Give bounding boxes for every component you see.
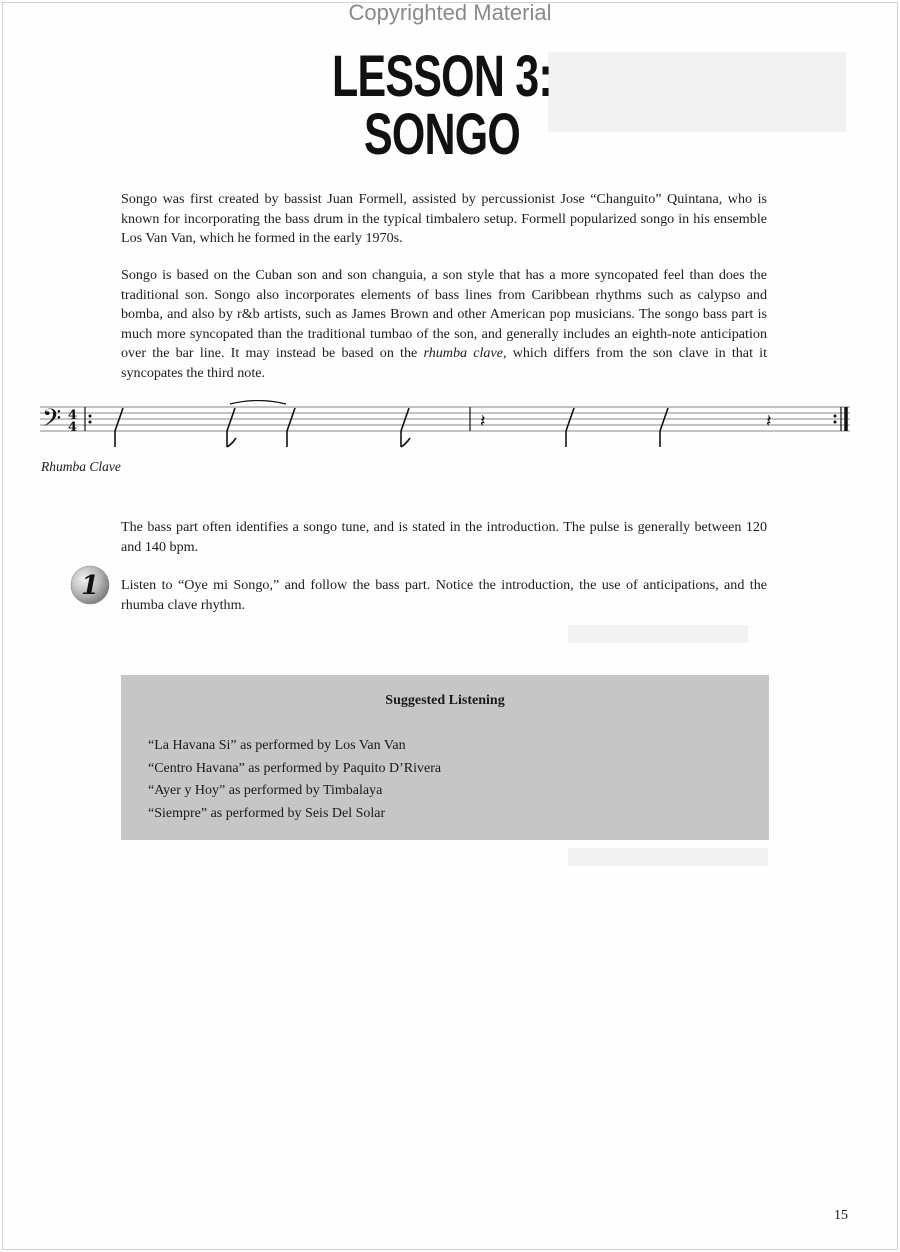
eighth-flag <box>227 438 236 447</box>
tie-arc <box>230 401 286 405</box>
songo-description-paragraph <box>121 266 767 383</box>
bass-part-paragraph: The bass part often identifies a songo tune, and is stated in the introduction. The pulse is generally between 120 and 140 bpm. <box>121 519 767 555</box>
bleed-through-line <box>568 625 748 643</box>
suggested-listening-heading: Suggested Listening <box>385 693 505 708</box>
suggested-listening-list <box>148 735 441 825</box>
page-number: 15 <box>834 1208 848 1223</box>
music-example-caption: Rhumba Clave <box>41 459 121 474</box>
rhumba-clave-term: rhumba clave <box>423 345 503 361</box>
lesson-title-line-1: LESSON 3: <box>332 44 552 109</box>
copyright-watermark: Copyrighted Material <box>348 0 552 25</box>
intro-paragraph: Songo was first created by bassist Juan Formell, assisted by percussionist Jose “Changuito” Quintana, who is known for incorporating the bass drum in the typical timbalero setup. Formell popularized songo in his ensemble Los Van Van, which he formed in the early 1970s. <box>121 191 767 246</box>
paragraph-text: Songo is based on the Cuban son and son changuia, a son style that has a more syncopated feel than does the traditional son. Songo also incorporates elements of bass lines from Caribbean rhythms such as calypso and bomba, and also by r&b artists, such as James Brown and other American pop musicians. The songo bass part is much more syncopated than the traditional tumbao of the son, and generally includes an eighth-note anticipation over the bar line. It may instead be based on the <box>121 267 767 361</box>
list-item: “Ayer y Hoy” as performed by Timbalaya <box>148 783 383 798</box>
list-item: “Centro Havana” as performed by Paquito D’Rivera <box>148 760 442 776</box>
bass-clef-icon: 𝄢 <box>42 404 62 439</box>
eighth-flag <box>401 438 410 447</box>
bleed-through-line <box>568 848 768 866</box>
quarter-rest-icon: 𝄽 <box>480 411 486 432</box>
lesson-title-line-2: SONGO <box>363 102 521 167</box>
paragraph-text-end: , which differs from the son clave in that it syncopates the third note. <box>121 345 767 381</box>
lesson-title <box>115 44 769 167</box>
quarter-rest-icon: 𝄽 <box>766 411 772 432</box>
suggested-listening-box <box>121 675 769 840</box>
staff-lines <box>40 407 850 431</box>
list-item: “Siempre” as performed by Seis Del Solar <box>148 805 386 821</box>
time-signature-top: 4 <box>68 408 78 423</box>
rhumba-clave-notation <box>40 400 852 450</box>
listen-instruction-paragraph: Listen to “Oye mi Songo,” and follow the bass part. Notice the introduction, the use of anticipations, and the rhumba clave rhythm. <box>121 577 767 613</box>
track-number: 1 <box>80 571 100 601</box>
time-signature-bottom: 4 <box>68 420 78 435</box>
list-item: “La Havana Si” as performed by Los Van Van <box>148 738 406 753</box>
cd-track-icon <box>70 565 110 605</box>
